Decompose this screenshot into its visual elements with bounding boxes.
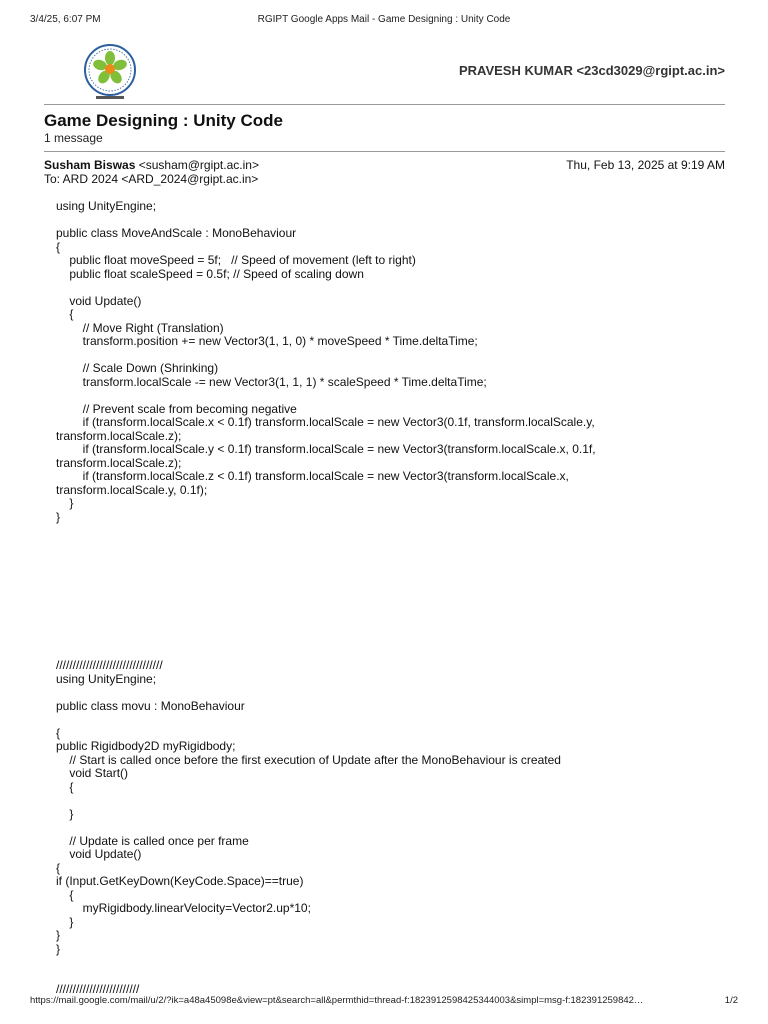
- body-line: using UnityEngine;: [56, 199, 157, 213]
- body-line: // Scale Down (Shrinking): [56, 361, 219, 375]
- body-line: [56, 538, 646, 552]
- body-line: if (Input.GetKeyDown(KeyCode.Space)==true): [56, 874, 304, 888]
- body-line: [56, 349, 646, 363]
- body-line: {: [56, 307, 74, 321]
- body-line: [56, 619, 646, 633]
- sender: [44, 158, 259, 172]
- page-number: 1/2: [724, 995, 738, 1006]
- print-date: 3/4/25, 6:07 PM: [30, 14, 101, 25]
- body-line: // Update is called once per frame: [56, 833, 249, 848]
- body-line: if (transform.localScale.y < 0.1f) transform.localScale = new Vector3(transform.localScale.x, 0.1f,: [56, 442, 596, 456]
- body-line: [56, 956, 646, 970]
- body-line: {: [56, 860, 61, 875]
- body-line: [56, 214, 646, 228]
- body-line: [56, 281, 646, 295]
- body-line: public class MoveAndScale : MonoBehaviour: [56, 226, 297, 240]
- body-line: transform.localScale.z);: [56, 455, 182, 470]
- body-line: [56, 794, 646, 808]
- body-line: }: [56, 496, 74, 510]
- body-line: }: [56, 941, 61, 956]
- body-line: [56, 578, 646, 592]
- body-line: [56, 389, 646, 403]
- institute-seal-icon: [82, 44, 138, 100]
- body-line: [56, 524, 646, 538]
- message-count: 1 message: [44, 131, 103, 145]
- body-line: void Update(): [56, 847, 142, 861]
- sender-email: <susham@rgipt.ac.in>: [138, 158, 259, 172]
- body-line: }: [56, 928, 61, 942]
- body-line: void Update(): [56, 293, 142, 308]
- body-line: public Rigidbody2D myRigidbody;: [56, 739, 236, 753]
- body-line: public float scaleSpeed = 0.5f; // Speed of scaling down: [56, 266, 364, 281]
- body-line: {: [56, 725, 61, 740]
- body-line: [56, 821, 646, 835]
- body-line: [56, 713, 646, 727]
- body-line: }: [56, 509, 61, 524]
- divider: [44, 104, 725, 105]
- message-body: [56, 200, 646, 997]
- body-line: public class movu : MonoBehaviour: [56, 698, 245, 713]
- body-line: myRigidbody.linearVelocity=Vector2.up*10;: [56, 901, 311, 915]
- body-line: [56, 970, 646, 984]
- body-line: transform.localScale -= new Vector3(1, 1, 1) * scaleSpeed * Time.deltaTime;: [56, 374, 487, 389]
- body-line: transform.position += new Vector3(1, 1, 0) * moveSpeed * Time.deltaTime;: [56, 334, 478, 348]
- body-line: // Prevent scale from becoming negative: [56, 401, 297, 416]
- body-line: /////////////////////////: [56, 982, 140, 996]
- body-line: [56, 605, 646, 619]
- print-title: RGIPT Google Apps Mail - Game Designing : Unity Code: [257, 14, 511, 25]
- body-line: [56, 592, 646, 606]
- body-line: if (transform.localScale.x < 0.1f) transform.localScale = new Vector3(0.1f, transform.localScale.y,: [56, 415, 595, 429]
- body-line: }: [56, 806, 74, 821]
- body-line: void Start(): [56, 766, 129, 780]
- body-line: ////////////////////////////////: [56, 658, 163, 672]
- body-line: // Move Right (Translation): [56, 320, 224, 335]
- body-line: [56, 565, 646, 579]
- body-line: {: [56, 779, 74, 794]
- sender-name: Susham Biswas: [44, 158, 136, 172]
- recipient: To: ARD 2024 <ARD_2024@rgipt.ac.in>: [44, 172, 259, 186]
- body-line: }: [56, 914, 74, 929]
- thread-subject: Game Designing : Unity Code: [44, 111, 283, 130]
- body-line: [56, 686, 646, 700]
- print-url: https://mail.google.com/mail/u/2/?ik=a48a45098e&view=pt&search=all&permthid=thread-f:1823912598425344003&simpl=msg-f:182391259842…: [30, 995, 644, 1006]
- body-line: {: [56, 239, 61, 254]
- account-label: PRAVESH KUMAR <23cd3029@rgipt.ac.in>: [458, 63, 725, 78]
- body-line: [56, 551, 646, 565]
- body-line: if (transform.localScale.z < 0.1f) transform.localScale = new Vector3(transform.localScale.x,: [56, 469, 569, 483]
- divider: [44, 151, 725, 152]
- body-line: transform.localScale.y, 0.1f);: [56, 482, 208, 497]
- body-line: public float moveSpeed = 5f; // Speed of movement (left to right): [56, 253, 416, 267]
- body-line: [56, 646, 646, 660]
- body-line: transform.localScale.z);: [56, 428, 182, 443]
- body-line: // Start is called once before the first execution of Update after the MonoBehaviour is created: [56, 752, 561, 767]
- message-date: Thu, Feb 13, 2025 at 9:19 AM: [566, 158, 725, 172]
- body-line: using UnityEngine;: [56, 671, 157, 686]
- body-line: [56, 632, 646, 646]
- body-line: {: [56, 887, 74, 902]
